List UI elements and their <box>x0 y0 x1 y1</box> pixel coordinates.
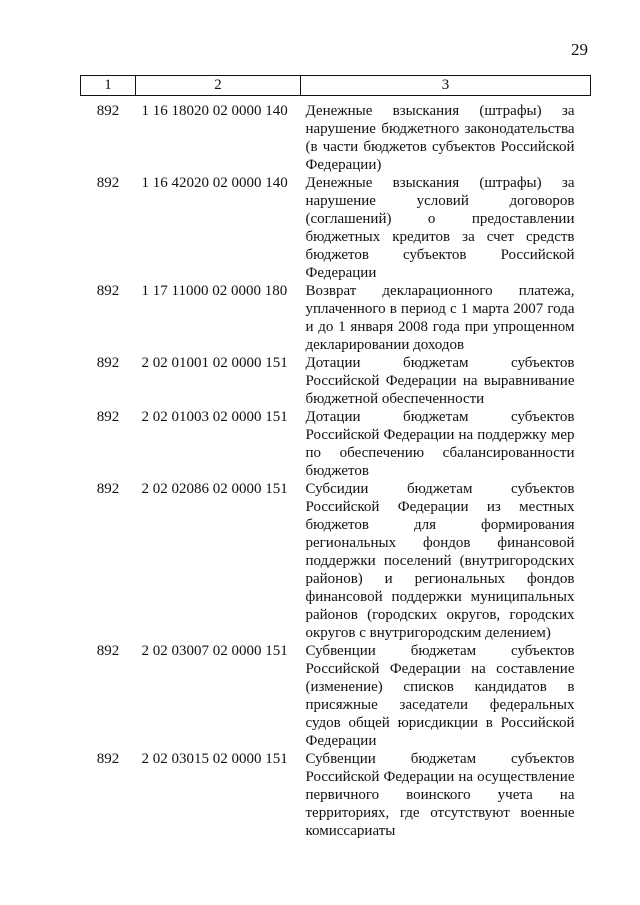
description-cell: Субвенции бюджетам субъектов Российской Федерации на осуществление первичного воинского учета на территориях, где отсутствуют военные комиссариаты <box>305 751 575 839</box>
page-number: 29 <box>571 40 588 59</box>
table-row <box>81 480 591 642</box>
budget-codes-table <box>80 75 591 840</box>
admin-code-cell: 892 <box>96 481 120 497</box>
budget-code-cell: 2 02 03015 02 0000 151 <box>141 751 288 767</box>
budget-code-cell: 2 02 01001 02 0000 151 <box>141 355 288 371</box>
table-row <box>81 174 591 282</box>
description-cell: Субвенции бюджетам субъектов Российской Федерации на составление (изменение) списков кандидатов в присяжные заседатели федеральных судов общей юрисдикции в Российской Федерации <box>305 643 575 749</box>
budget-code-cell: 2 02 01003 02 0000 151 <box>141 409 288 425</box>
description-cell: Возврат декларационного платежа, уплаченного в период с 1 марта 2007 года и до 1 января 2008 года при упрощенном декларировании доходов <box>305 283 575 353</box>
description-cell: Субсидии бюджетам субъектов Российской Федерации из местных бюджетов для формирования региональных фондов финансовой поддержки поселений (внутригородских районов) и региональных фондов финансовой поддержки муниципальных районов (городских округов, городских округов с внутригородским делением) <box>305 481 575 641</box>
table-row <box>81 642 591 750</box>
column-header-1: 1 <box>81 76 136 96</box>
table-row <box>81 96 591 175</box>
admin-code-cell: 892 <box>96 355 120 371</box>
table-header <box>81 76 591 96</box>
description-cell: Дотации бюджетам субъектов Российской Федерации на поддержку мер по обеспечению сбалансированности бюджетов <box>305 409 575 479</box>
admin-code-cell: 892 <box>96 283 120 299</box>
table-row <box>81 282 591 354</box>
description-cell: Денежные взыскания (штрафы) за нарушение бюджетного законодательства (в части бюджетов субъектов Российской Федерации) <box>305 103 575 173</box>
table-row <box>81 750 591 840</box>
column-header-3: 3 <box>301 76 591 96</box>
budget-code-cell: 1 16 18020 02 0000 140 <box>141 103 288 119</box>
budget-code-cell: 1 16 42020 02 0000 140 <box>141 175 288 191</box>
description-cell: Дотации бюджетам субъектов Российской Федерации на выравнивание бюджетной обеспеченности <box>305 355 575 407</box>
table-row <box>81 408 591 480</box>
admin-code-cell: 892 <box>96 643 120 659</box>
admin-code-cell: 892 <box>96 175 120 191</box>
column-header-2: 2 <box>136 76 301 96</box>
admin-code-cell: 892 <box>96 103 120 119</box>
table-row <box>81 354 591 408</box>
description-cell: Денежные взыскания (штрафы) за нарушение условий договоров (соглашений) о предоставлении бюджетных кредитов за счет средств бюджетов субъектов Российской Федерации <box>305 175 575 281</box>
budget-code-cell: 2 02 02086 02 0000 151 <box>141 481 288 497</box>
budget-code-cell: 2 02 03007 02 0000 151 <box>141 643 288 659</box>
admin-code-cell: 892 <box>96 409 120 425</box>
admin-code-cell: 892 <box>96 751 120 767</box>
budget-code-cell: 1 17 11000 02 0000 180 <box>141 283 288 299</box>
